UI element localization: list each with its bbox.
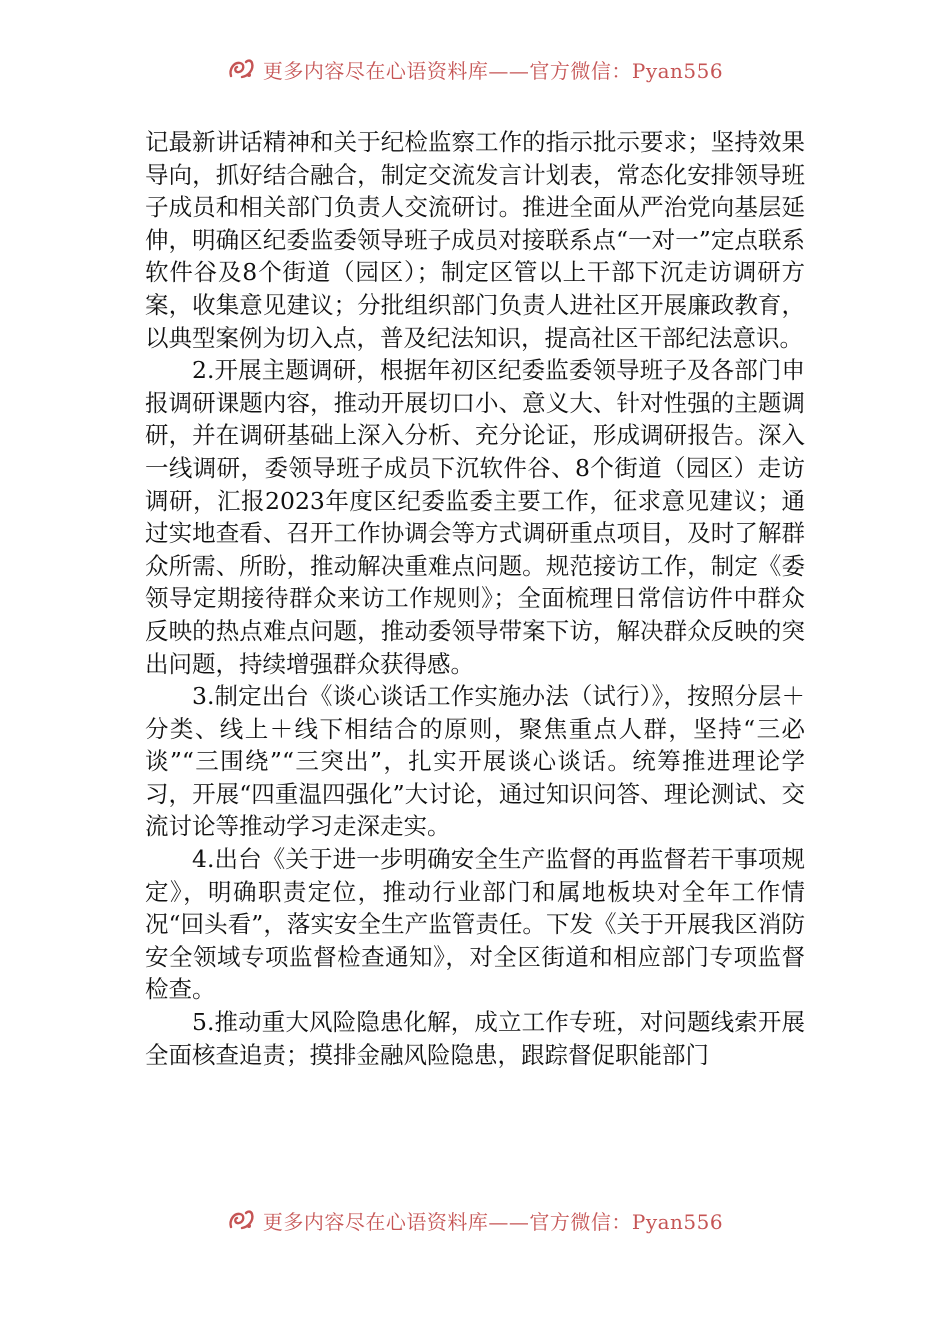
watermark-text: 更多内容尽在心语资料库——官方微信：Pyan556 bbox=[262, 1209, 724, 1234]
watermark-logo-icon bbox=[227, 1207, 257, 1233]
watermark-header bbox=[0, 52, 950, 86]
paragraph: 记最新讲话精神和关于纪检监察工作的指示批示要求；坚持效果导向，抓好结合融合，制定交流发言计划表，常态化安排领导班子成员和相关部门负责人交流研讨。推进全面从严治党向基层延伸，明确区纪委监委领导班子成员对接联系点“一对一”定点联系软件谷及8个街道（园区）；制定区管以上干部下沉走访调研方案，收集意见建议；分批组织部门负责人进社区开展廉政教育，以典型案例为切入点，普及纪法知识，提高社区干部纪法意识。 bbox=[145, 128, 805, 352]
document-body bbox=[145, 126, 805, 1071]
watermark-text: 更多内容尽在心语资料库——官方微信：Pyan556 bbox=[262, 58, 724, 83]
paragraph: 3.制定出台《谈心谈话工作实施办法（试行）》，按照分层＋分类、线上＋线下相结合的原则，聚焦重点人群，坚持“三必谈”“三围绕”“三突出”，扎实开展谈心谈话。统筹推进理论学习，开展“四重温四强化”大讨论，通过知识问答、理论测试、交流讨论等推动学习走深走实。 bbox=[145, 682, 805, 841]
paragraph: 5.推动重大风险隐患化解，成立工作专班，对问题线索开展全面核查追责；摸排金融风险隐患，跟踪督促职能部门 bbox=[145, 1008, 805, 1069]
paragraph: 2.开展主题调研，根据年初区纪委监委领导班子及各部门申报调研课题内容，推动开展切口小、意义大、针对性强的主题调研，并在调研基础上深入分析、充分论证，形成调研报告。深入一线调研，委领导班子成员下沉软件谷、8个街道（园区）走访调研，汇报2023年度区纪委监委主要工作，征求意见建议；通过实地查看、召开工作协调会等方式调研重点项目，及时了解群众所需、所盼，推动解决重难点问题。规范接访工作，制定《委领导定期接待群众来访工作规则》；全面梳理日常信访件中群众反映的热点难点问题，推动委领导带案下访，解决群众反映的突出问题，持续增强群众获得感。 bbox=[145, 356, 805, 678]
paragraph: 4.出台《关于进一步明确安全生产监督的再监督若干事项规定》，明确职责定位，推动行业部门和属地板块对全年工作情况“回头看”，落实安全生产监管责任。下发《关于开展我区消防安全领域专项监督检查通知》，对全区街道和相应部门专项监督检查。 bbox=[145, 845, 805, 1004]
watermark-logo-icon bbox=[227, 56, 257, 82]
watermark-footer bbox=[0, 1203, 950, 1237]
